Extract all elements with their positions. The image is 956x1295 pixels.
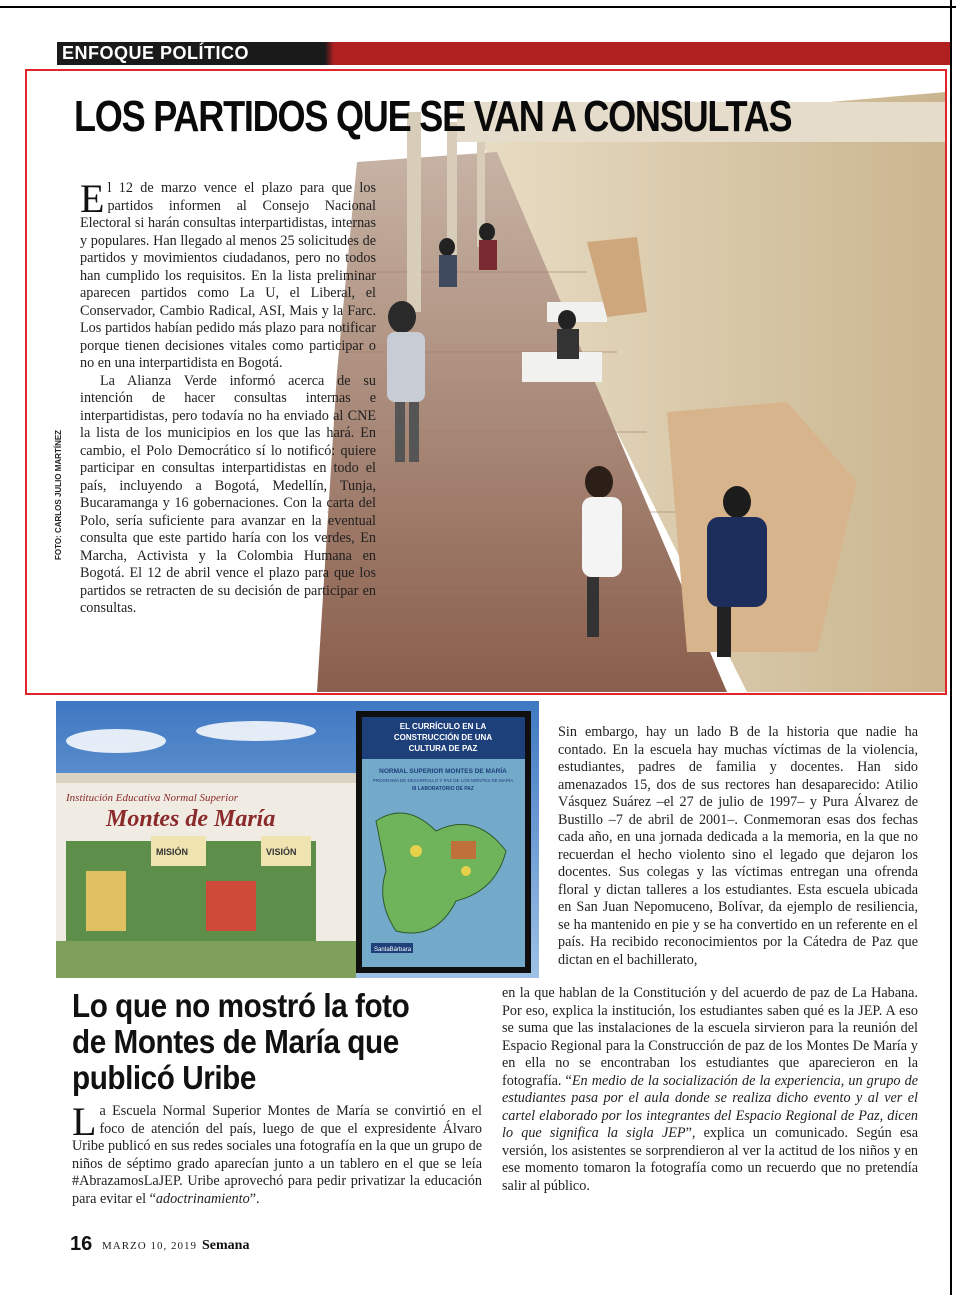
article2-p2-bottom-a: en la que hablan de la Constitución y del acuerdo de paz de La Habana. Por eso, explica la institución, los estudiantes saben qué es la JEP. A eso se suma que las instalaciones de la escuela sirvieron para la reunión del Espacio Regional para la Construcción de paz de los Montes De María y en ella no se encontraban los estudiantes que aparecieron en la fotografía. “ <box>502 985 918 1089</box>
article2-column-bottom <box>502 985 918 1195</box>
article2-body <box>72 1099 482 1208</box>
article2-p1-em: adoctrinamiento <box>155 1190 250 1207</box>
board-title-line3: CULTURA DE PAZ <box>408 744 478 753</box>
school-board-image <box>56 701 539 978</box>
board-title-line2: CONSTRUCCIÓN DE UNA <box>393 733 493 742</box>
article2-p2-bottom-b: ”, explica un comunicado. Según esa versión, los asistentes se sorprendieron al ver la actitud de los niños y en ese momento tomaron la fotografía como un recuerdo que no pretendía salir al público. <box>502 1125 918 1194</box>
sign-line1: Institución Educativa Normal Superior <box>66 792 239 804</box>
photo-credit: FOTO: CARLOS JULIO MARTÍNEZ <box>54 429 63 560</box>
publication-name: Semana <box>202 1238 250 1253</box>
scan-border-top <box>0 6 956 8</box>
board-title: EL CURRÍCULO EN LA <box>399 722 487 731</box>
article2-p1a: a Escuela Normal Superior Montes de María se convirtió en el foco de atención del país, luego de que el expresidente Álvaro Uribe publicó en sus redes sociales una fotografía en la que un grupo de niños de séptimo grado aparecían junto a un tablero en el que se leía #AbrazamosLaJEP. Uribe aprovechó para pedir privatizar la educación para evitar el “ <box>72 1103 482 1207</box>
article1-paragraph-2: La Alianza Verde informó acerca de su intención de hacer consultas internas e interpartidistas, pero todavía no ha enviado al CNE la lista de los municipios en los que las hará. En cambio, el Polo Democrático sí lo notificó: quiere participar en consultas interpartidistas en todo el país, incluyendo a Bogotá, Medellín, Tunja, Bucaramanga y 16 gobernaciones. Con la carta del Polo, sería suficiente para avanzar en la eventual consulta que este partido haría con los verdes, En Marcha, Activista y la Colombia Humana en Bogotá. El 12 de abril vence el plazo para que los partidos se retracten de su decisión de participar en consultas. <box>80 372 376 616</box>
board-footer: SantaBárbara <box>374 947 412 953</box>
board-small: PROGRAMA DE DESARROLLO Y PAZ DE LOS MONTES DE MARÍA <box>372 778 514 783</box>
mural-vision: VISIÓN <box>266 847 297 857</box>
article2-dropcap: L <box>72 1099 97 1144</box>
page-number: 16 <box>70 1233 93 1255</box>
sign-line2: Montes de María <box>106 806 276 832</box>
article2-p1b: ”. <box>249 1190 260 1207</box>
article1-paragraph-1 <box>80 176 376 373</box>
article2-title: Lo que no mostró la foto de Montes de María que publicó Uribe <box>72 987 410 1096</box>
section-label: ENFOQUE POLÍTICO <box>62 43 250 63</box>
issue-date: MARZO 10, 2019 <box>102 1240 197 1252</box>
article1-title: LOS PARTIDOS QUE SE VAN A CONSULTAS <box>74 92 792 141</box>
article2-column-top: Sin embargo, hay un lado B de la historia que nadie ha contado. En la escuela hay muchas víctimas de la violencia, estudiantes, padres de familia y docentes. Han sido amenazados 15, dos de sus rectores han desaparecido: Atilio Vásquez Suárez –el 27 de julio de 1997– y Pura Álvarez de Bustillo –7 de abril de 2001–. Conmemoran esas dos fechas cada año, en una jornada dedicada a la memoria, en la que no recuerdan el hecho violento sino el legado que dejaron los docentes. Sus colegas y las víctimas entregan una ofrenda floral y dictan talleres a los estudiantes. Esta escuela ubicada en San Juan Nepomuceno, Bolívar, da ejemplo de resiliencia, se ha mantenido en pie y se ha convertido en un referente en el país. Ha recibido reconocimientos por la Cátedra de Paz que dictan en el bachillerato, <box>558 724 918 968</box>
article1-p1-text: l 12 de marzo vence el plazo para que los partidos informen al Consejo Nacional Electoral si harán consultas interpartidistas, internas y populares. Han llegado al menos 25 solicitudes de partidos y movimientos ciudadanos, pero no todos han cumplido los requisitos. En la lista preliminar aparecen partidos como La U, el Liberal, el Conservador, Cambio Radical, ASI, Mais y la Farc. Los partidos habían pedido más plazo para notificar porque tienen decisiones vitales como participar o no en una interpartidista en Bogotá. <box>80 180 376 371</box>
article1-dropcap: E <box>80 176 105 221</box>
mural-mision: MISIÓN <box>156 847 189 857</box>
school-photo <box>56 701 539 978</box>
article1-body <box>80 176 376 618</box>
board-subtitle: NORMAL SUPERIOR MONTES DE MARÍA <box>379 768 507 775</box>
board-small2: III LABORATORIO DE PAZ <box>412 786 474 792</box>
scan-border-right <box>950 0 952 1295</box>
article2-p2-em: En medio de la socialización de la experiencia, un grupo de estudiantes pasa por el aula donde se realiza dicho evento y al ver el cartel elaborado por los integrantes del Espacio Regional de Paz, dicen lo que significa la sigla JEP <box>502 1072 918 1141</box>
